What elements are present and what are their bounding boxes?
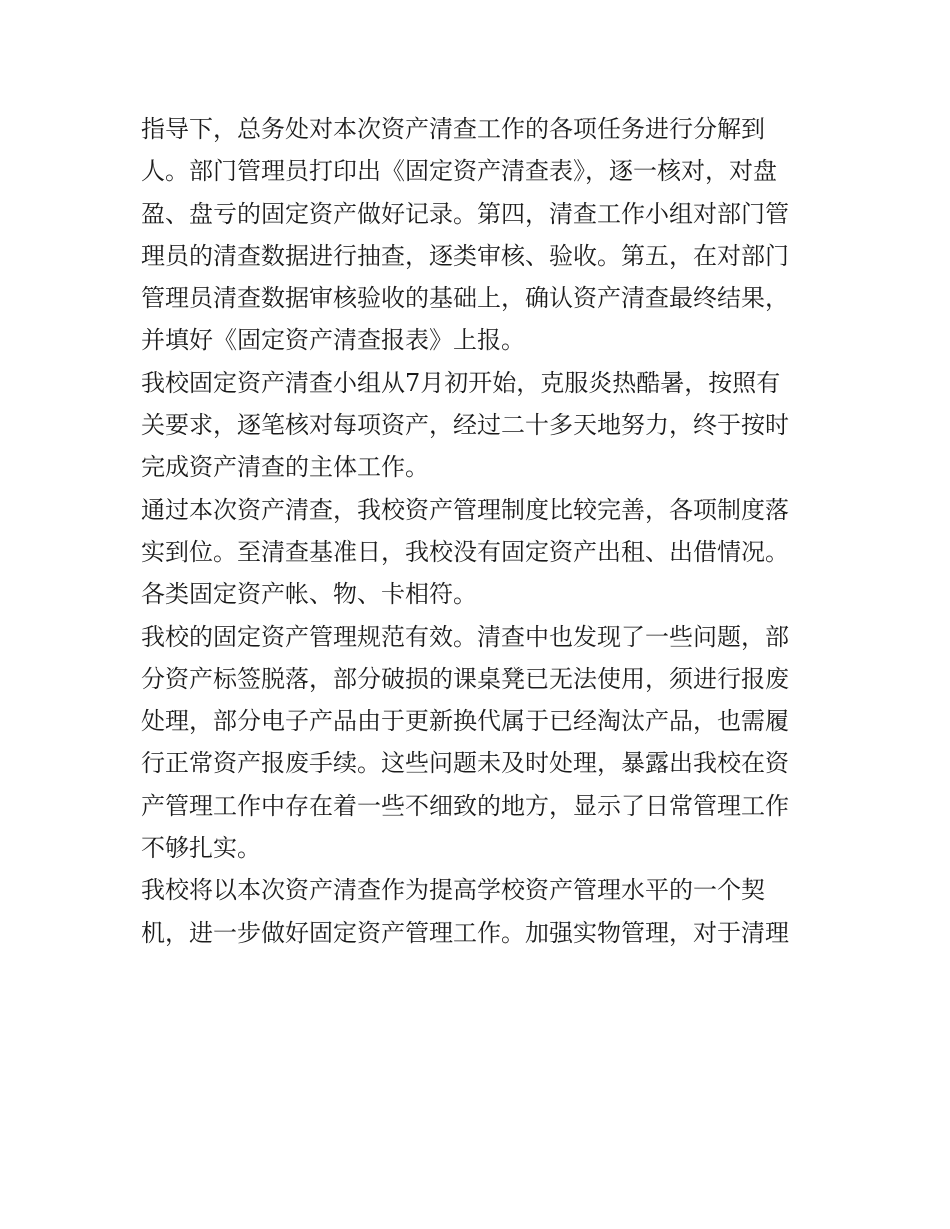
text-line: 各类固定资产帐、物、卡相符。 [141,580,477,609]
text-line: 人。部门管理员打印出《固定资产清查表》，逐一核对，对盘 [141,157,777,186]
text-line: 完成资产清查的主体工作。 [141,453,429,482]
text-line: 并填好《固定资产清查报表》上报。 [141,326,525,355]
text-line: 分资产标签脱落，部分破损的课桌凳已无法使用，须进行报废 [141,664,789,693]
text-line: 指导下，总务处对本次资产清查工作的各项任务进行分解到 [141,115,765,143]
text-line: 实到位。至清查基准日，我校没有固定资产出租、出借情况。 [141,537,789,566]
text-line: 通过本次资产清查，我校资产管理制度比较完善，各项制度落 [141,495,789,524]
text-line: 我校的固定资产管理规范有效。清查中也发现了一些问题，部 [141,622,789,651]
body-text [141,108,821,954]
text-line: 处理，部分电子产品由于更新换代属于已经淘汰产品，也需履 [141,707,789,736]
text-line: 机，进一步做好固定资产管理工作。加强实物管理，对于清理 [141,918,789,947]
text-line: 盈、盘亏的固定资产做好记录。第四，清查工作小组对部门管 [141,199,789,228]
text-line: 理员的清查数据进行抽查，逐类审核、验收。第五，在对部门 [141,241,789,270]
text-line: 我校固定资产清查小组从7月初开始，克服炎热酷暑，按照有 [141,368,781,397]
text-line: 我校将以本次资产清查作为提高学校资产管理水平的一个契 [141,876,765,905]
text-line: 产管理工作中存在着一些不细致的地方，显示了日常管理工作 [141,791,789,820]
text-line: 关要求，逐笔核对每项资产，经过二十多天地努力，终于按时 [141,411,789,440]
text-line: 行正常资产报废手续。这些问题未及时处理，暴露出我校在资 [141,749,789,778]
text-line: 不够扎实。 [141,834,261,863]
text-line: 管理员清查数据审核验收的基础上，确认资产清查最终结果， [141,284,789,313]
